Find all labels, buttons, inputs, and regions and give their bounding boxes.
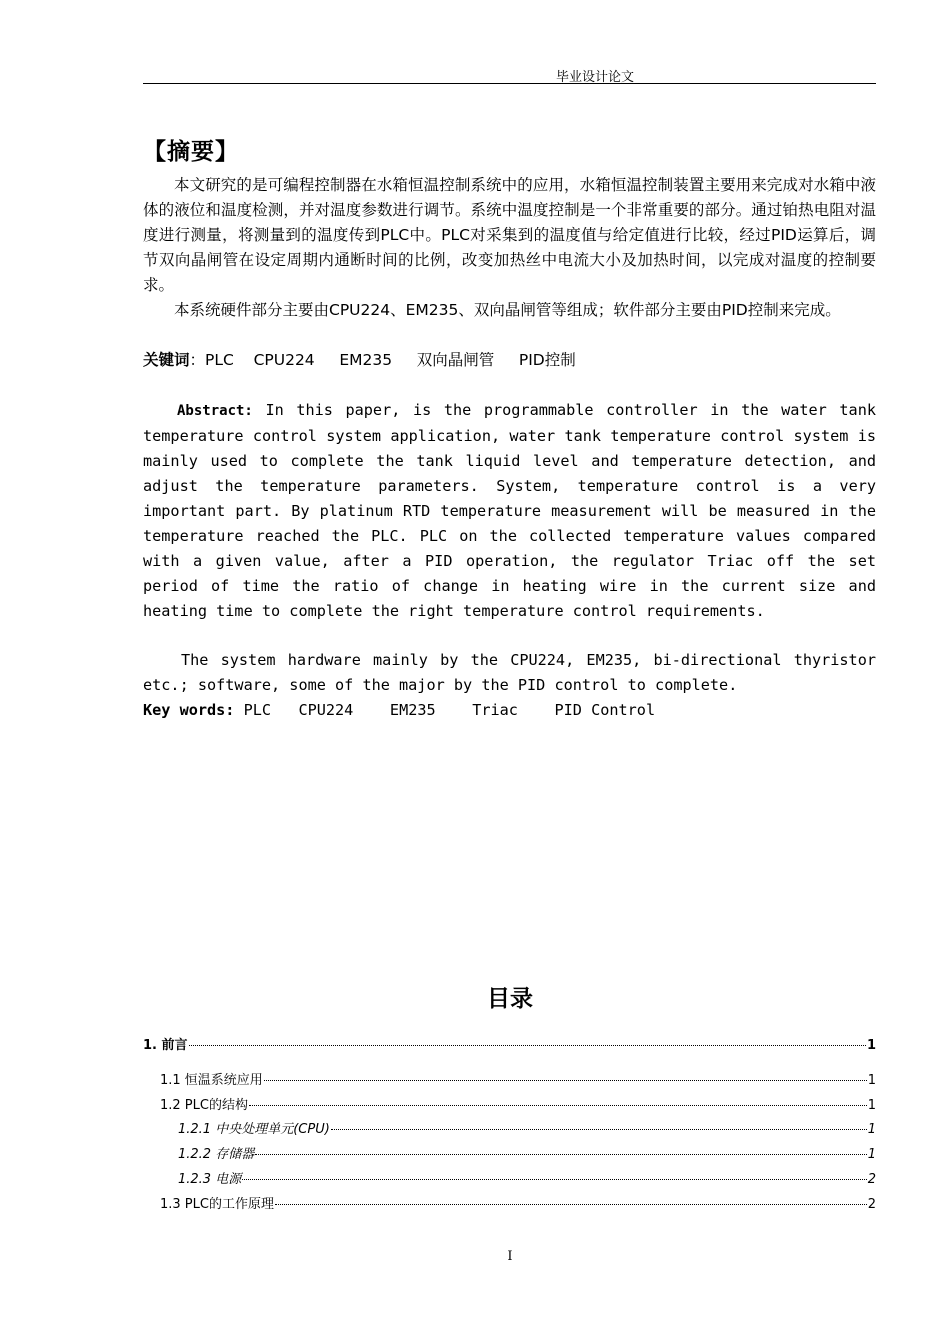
- toc-leader-dots: [242, 1179, 867, 1180]
- toc-entry-text: 1.2.3 电源: [178, 1172, 242, 1187]
- keyword-en: CPU224: [298, 701, 354, 719]
- footer-page-number: I: [507, 1249, 513, 1264]
- toc-entry[interactable]: [178, 1143, 876, 1162]
- toc-entry-page: 1: [867, 1122, 876, 1137]
- keyword-en: Triac: [472, 701, 518, 719]
- keyword-en: EM235: [389, 701, 436, 719]
- toc-entry-page: 1: [867, 1073, 876, 1088]
- abstract-en-label: Abstract:: [177, 403, 253, 419]
- toc-entry[interactable]: [143, 1034, 876, 1053]
- keywords-cn-line: [143, 348, 576, 373]
- toc-leader-dots: [264, 1080, 867, 1081]
- toc-title: 目录: [487, 986, 533, 1012]
- toc-entry-text: 1.1 恒温系统应用: [160, 1073, 263, 1088]
- keyword-cn: EM235: [339, 351, 393, 369]
- toc-entry-text: 1.3 PLC的工作原理: [160, 1197, 274, 1212]
- keyword-en: PLC: [243, 701, 272, 719]
- toc-entry[interactable]: [160, 1094, 876, 1113]
- keyword-en: PID Control: [554, 701, 656, 719]
- toc-leader-dots: [249, 1105, 867, 1106]
- keywords-en-line: [143, 698, 655, 723]
- abstract-cn-paragraph-2: 本系统硬件部分主要由CPU224、EM235、双向晶闸管等组成；软件部分主要由PID控制来完成。: [174, 301, 841, 319]
- toc-entry[interactable]: [160, 1069, 876, 1088]
- abstract-heading: 【摘要】: [143, 139, 239, 165]
- keywords-en-label: Key words:: [143, 701, 235, 719]
- abstract-cn-paragraph-1: 本文研究的是可编程控制器在水箱恒温控制系统中的应用，水箱恒温控制装置主要用来完成对水箱中液体的液位和温度检测，并对温度参数进行调节。系统中温度控制是一个非常重要的部分。通过铂热电阻对温度进行测量，将测量到的温度传到PLC中。PLC对采集到的温度值与给定值进行比较，经过PID运算后，调节双向晶闸管在设定周期内通断时间的比例，改变加热丝中电流大小及加热时间，以完成对温度的控制要求。: [143, 176, 876, 294]
- toc-entry-page: 2: [867, 1197, 876, 1212]
- page-header-title: 毕业设计论文: [555, 70, 634, 85]
- toc-leader-dots: [255, 1154, 867, 1155]
- keywords-cn-colon: ：: [189, 351, 206, 369]
- toc-entry-page: 1: [866, 1038, 876, 1053]
- keyword-cn: CPU224: [253, 351, 315, 369]
- toc-entry-text: 1.2.1 中央处理单元(CPU): [178, 1122, 330, 1137]
- header-rule: [143, 83, 876, 84]
- toc-entry-page: 1: [867, 1098, 876, 1113]
- toc-entry-text: 1. 前言: [143, 1038, 188, 1053]
- abstract-en-text-1: In this paper, is the programmable controller in the water tank temperature control system application, water tank temperature control system is mainly used to complete the tank liquid level and temperature detection, and adjust the temperature parameters. System, temperature control is a very important part. By platinum RTD temperature measurement will be measured in the temperature reached the PLC. PLC on the collected temperature values compared with a given value, after a PID operation, the regulator Triac off the set period of time the ratio of change in heating wire in the current size and heating time to complete the right temperature control requirements.: [143, 401, 876, 620]
- toc-leader-dots: [275, 1204, 867, 1205]
- keywords-cn-label: 关键词: [143, 351, 190, 369]
- toc-leader-dots: [331, 1129, 867, 1130]
- keyword-cn: 双向晶闸管: [416, 351, 495, 369]
- keyword-cn: PID控制: [518, 351, 576, 369]
- toc-entry[interactable]: [178, 1168, 876, 1187]
- toc-leader-dots: [189, 1045, 866, 1046]
- abstract-en-paragraph-1: [143, 398, 876, 624]
- toc-entry-page: 2: [867, 1172, 876, 1187]
- toc-entry[interactable]: [178, 1118, 876, 1137]
- toc-entry-text: 1.2.2 存储器: [178, 1147, 255, 1162]
- toc-entry-page: 1: [867, 1147, 876, 1162]
- abstract-en-paragraph-2: The system hardware mainly by the CPU224, EM235, bi-directional thyristor etc.; software, some of the major by the PID control to complete.: [143, 651, 876, 694]
- toc-entry-text: 1.2 PLC的结构: [160, 1098, 248, 1113]
- toc-entry[interactable]: [160, 1193, 876, 1212]
- keyword-cn: PLC: [205, 351, 234, 369]
